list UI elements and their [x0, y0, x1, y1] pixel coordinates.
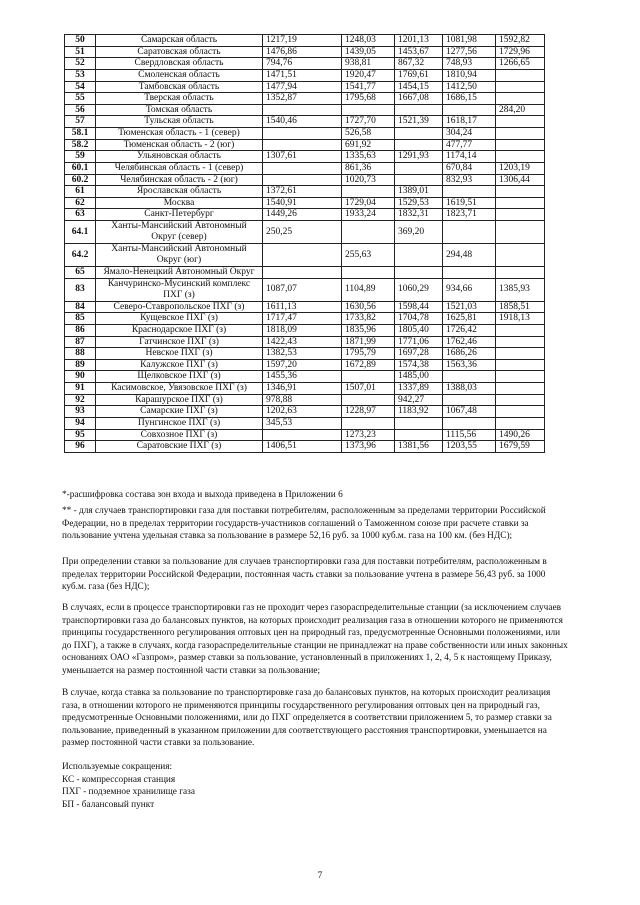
row-number: 54 — [65, 81, 96, 93]
abbreviation-ks: КС - компрессорная станция — [62, 774, 176, 785]
rate-cell — [496, 209, 545, 221]
row-number: 83 — [65, 278, 96, 301]
rate-cell — [496, 336, 545, 348]
region-name: Краснодарское ПХГ (з) — [96, 324, 263, 336]
rate-cell: 1454,15 — [395, 81, 443, 93]
rate-cell: 1920,47 — [342, 69, 395, 81]
rate-cell — [443, 104, 496, 116]
rate-cell — [443, 371, 496, 383]
row-number: 84 — [65, 301, 96, 313]
row-number: 92 — [65, 394, 96, 406]
table-row — [65, 394, 545, 406]
table-row — [65, 58, 545, 70]
table-row — [65, 46, 545, 58]
table-row — [65, 267, 545, 279]
rate-cell — [496, 116, 545, 128]
row-number: 64.1 — [65, 221, 96, 244]
rate-cell: 1228,97 — [342, 406, 395, 418]
rate-cell: 1679,59 — [496, 441, 545, 453]
rate-cell: 794,76 — [263, 58, 342, 70]
row-number: 58.1 — [65, 128, 96, 140]
rate-cell: 1381,56 — [395, 441, 443, 453]
rate-cell: 1918,13 — [496, 313, 545, 325]
row-number: 55 — [65, 93, 96, 105]
region-name: Челябинская область - 1 (север) — [96, 162, 263, 174]
rate-cell: 1507,01 — [342, 383, 395, 395]
rate-cell: 1704,78 — [395, 313, 443, 325]
region-name: Северо-Ставропольское ПХГ (з) — [96, 301, 263, 313]
rate-cell: 1335,63 — [342, 151, 395, 163]
abbreviation-bp: БП - балансовый пункт — [62, 799, 155, 810]
rate-cell: 1382,53 — [263, 348, 342, 360]
rate-cell: 1174,14 — [443, 151, 496, 163]
table-row — [65, 151, 545, 163]
rate-cell: 1477,94 — [263, 81, 342, 93]
row-number: 88 — [65, 348, 96, 360]
rate-cell — [342, 104, 395, 116]
region-name: Тверская область — [96, 93, 263, 105]
page-number: 7 — [317, 871, 323, 881]
table-row — [65, 324, 545, 336]
rate-cell: 1291,93 — [395, 151, 443, 163]
rate-cell: 1592,82 — [496, 35, 545, 47]
region-name: Санкт-Петербург — [96, 209, 263, 221]
rate-cell: 1762,46 — [443, 336, 496, 348]
region-name: Челябинская область - 2 (юг) — [96, 174, 263, 186]
rate-cell: 1455,36 — [263, 371, 342, 383]
rate-cell: 1630,56 — [342, 301, 395, 313]
region-name: Ульяновская область — [96, 151, 263, 163]
rate-cell — [395, 104, 443, 116]
rate-cell: 1412,50 — [443, 81, 496, 93]
rate-cell: 1563,36 — [443, 359, 496, 371]
row-number: 85 — [65, 313, 96, 325]
row-number: 58.2 — [65, 139, 96, 151]
rates-table — [64, 34, 545, 453]
rate-cell — [496, 383, 545, 395]
rate-cell: 1619,51 — [443, 197, 496, 209]
rate-cell: 1771,06 — [395, 336, 443, 348]
rate-cell: 1618,17 — [443, 116, 496, 128]
rate-cell — [342, 221, 395, 244]
row-number: 90 — [65, 371, 96, 383]
rate-cell: 1104,89 — [342, 278, 395, 301]
rate-cell: 1733,82 — [342, 313, 395, 325]
row-number: 62 — [65, 197, 96, 209]
table-row — [65, 197, 545, 209]
rate-cell: 1449,26 — [263, 209, 342, 221]
rate-cell — [395, 128, 443, 140]
table-row — [65, 441, 545, 453]
table-row — [65, 69, 545, 81]
paragraph-gds-exception: В случаях, если в процессе транспортировки газ не проходит через газораспределительные станции (за исключением случаев транспортировки газа до балансовых пунктов, на которых происходит реализация газа в отношении которого не применяются принципы государственного регулирования оптовых цен на природный газ, предусмотренные Основными положениями, или до ПХГ), а также в случаях, когда газораспределительные станции не принадлежат на праве собственности или иных законных основаниях ОАО «Газпром», размер ставки за пользование, установленный в приложениях 1, 2, 4, 5 к настоящему Приказу, уменьшается на размер постоянной части ставки за пользование; — [62, 603, 568, 676]
rate-cell — [342, 417, 395, 429]
rate-cell: 1337,89 — [395, 383, 443, 395]
rate-cell — [443, 394, 496, 406]
rate-cell: 1672,89 — [342, 359, 395, 371]
rate-cell: 1611,13 — [263, 301, 342, 313]
rate-cell: 1521,39 — [395, 116, 443, 128]
rate-cell — [496, 186, 545, 198]
rate-cell: 284,20 — [496, 104, 545, 116]
rate-cell: 1729,04 — [342, 197, 395, 209]
row-number: 91 — [65, 383, 96, 395]
table-row — [65, 162, 545, 174]
rate-cell — [443, 417, 496, 429]
rate-cell: 1810,94 — [443, 69, 496, 81]
rate-cell — [263, 128, 342, 140]
rate-cell: 867,32 — [395, 58, 443, 70]
rate-cell: 1521,03 — [443, 301, 496, 313]
row-number: 60.2 — [65, 174, 96, 186]
region-name: Ханты-Мансийский Автономный Округ (север) — [96, 221, 263, 244]
region-name: Кущевское ПХГ (з) — [96, 313, 263, 325]
rate-cell — [496, 371, 545, 383]
table-row — [65, 429, 545, 441]
rate-cell — [496, 394, 545, 406]
region-name: Касимовское, Увязовское ПХГ (з) — [96, 383, 263, 395]
rate-cell: 748,93 — [443, 58, 496, 70]
rate-cell: 1385,93 — [496, 278, 545, 301]
rate-cell: 1574,38 — [395, 359, 443, 371]
row-number: 89 — [65, 359, 96, 371]
table-row — [65, 359, 545, 371]
row-number: 65 — [65, 267, 96, 279]
rate-cell: 1727,70 — [342, 116, 395, 128]
table-row — [65, 383, 545, 395]
rate-cell: 1203,55 — [443, 441, 496, 453]
rate-cell: 1067,48 — [443, 406, 496, 418]
table-row — [65, 301, 545, 313]
rate-cell: 477,77 — [443, 139, 496, 151]
rate-cell — [263, 162, 342, 174]
rate-cell: 934,66 — [443, 278, 496, 301]
rate-cell: 1597,20 — [263, 359, 342, 371]
rate-cell — [496, 197, 545, 209]
rate-cell: 1346,91 — [263, 383, 342, 395]
table-row — [65, 313, 545, 325]
row-number: 86 — [65, 324, 96, 336]
table-row — [65, 221, 545, 244]
rate-cell: 1439,05 — [342, 46, 395, 58]
rate-cell: 1686,15 — [443, 93, 496, 105]
rate-cell — [263, 429, 342, 441]
rate-cell: 1388,03 — [443, 383, 496, 395]
rate-cell: 1795,79 — [342, 348, 395, 360]
row-number: 95 — [65, 429, 96, 441]
region-name: Канчуринско-Мусинский комплекс ПХГ (з) — [96, 278, 263, 301]
rate-cell: 1871,99 — [342, 336, 395, 348]
rate-cell: 1769,61 — [395, 69, 443, 81]
rate-cell — [395, 139, 443, 151]
row-number: 87 — [65, 336, 96, 348]
rate-cell: 526,58 — [342, 128, 395, 140]
region-name: Ямало-Ненецкий Автономный Округ — [96, 267, 263, 279]
table-row — [65, 244, 545, 267]
table-row — [65, 81, 545, 93]
rate-cell — [342, 394, 395, 406]
rate-cell — [395, 267, 443, 279]
rate-cell: 1060,29 — [395, 278, 443, 301]
region-name: Калужское ПХГ (з) — [96, 359, 263, 371]
rate-cell: 1832,31 — [395, 209, 443, 221]
rate-cell: 1540,91 — [263, 197, 342, 209]
rate-cell: 1490,26 — [496, 429, 545, 441]
region-name: Ярославская область — [96, 186, 263, 198]
rate-cell — [395, 174, 443, 186]
rate-cell — [263, 174, 342, 186]
rate-cell — [395, 162, 443, 174]
paragraph-fixed-part: При определении ставки за пользование для случаев транспортировки газа для поставки потребителям, расположенным в пределах территории Российской Федерации, постоянная часть ставки за пользование учтена в размере 56,43 руб. за 1000 куб.м. газа (без НДС); — [62, 557, 547, 593]
table-row — [65, 371, 545, 383]
rate-cell: 1307,61 — [263, 151, 342, 163]
abbreviations-title: Используемые сокращения: — [62, 762, 173, 772]
paragraph-balance-points: В случае, когда ставка за пользование по транспортировке газа до балансовых пунктов, на которых происходит реализация газа, в отношении которого не применяются принципы государственного регулирования оптовых цен на природный газ, предусмотренные Основными положениями, или до ПХГ определяется в соответствии приложением 5, то размер ставки за пользование, приведенный в указанном приложении для соответствующего расстояния транспортировки, уменьшается на размер постоянной части ставки за пользование. — [62, 688, 552, 749]
rate-cell: 1453,67 — [395, 46, 443, 58]
abbreviations — [62, 761, 570, 811]
abbreviation-phg: ПХГ - подземное хранилище газа — [62, 787, 195, 798]
region-name: Пунгинское ПХГ (з) — [96, 417, 263, 429]
rate-cell: 1201,13 — [395, 35, 443, 47]
rate-cell: 1422,43 — [263, 336, 342, 348]
rate-cell — [496, 324, 545, 336]
rate-cell: 1183,92 — [395, 406, 443, 418]
rate-cell — [443, 221, 496, 244]
rate-cell: 1352,87 — [263, 93, 342, 105]
rate-cell — [443, 186, 496, 198]
rate-cell — [395, 244, 443, 267]
region-name: Саратовские ПХГ (з) — [96, 441, 263, 453]
table-row — [65, 116, 545, 128]
rate-cell — [496, 359, 545, 371]
rate-cell: 1933,24 — [342, 209, 395, 221]
rate-cell — [395, 429, 443, 441]
region-name: Совхозное ПХГ (з) — [96, 429, 263, 441]
rate-cell — [496, 267, 545, 279]
table-row — [65, 348, 545, 360]
rate-cell: 1087,07 — [263, 278, 342, 301]
table-row — [65, 209, 545, 221]
rate-cell — [342, 186, 395, 198]
table-row — [65, 35, 545, 47]
rate-cell: 1081,98 — [443, 35, 496, 47]
table-row — [65, 93, 545, 105]
row-number: 96 — [65, 441, 96, 453]
rate-cell: 1115,56 — [443, 429, 496, 441]
rate-cell: 1823,71 — [443, 209, 496, 221]
region-name: Смоленская область — [96, 69, 263, 81]
region-name: Невское ПХГ (з) — [96, 348, 263, 360]
rate-cell: 1266,65 — [496, 58, 545, 70]
rate-cell: 691,92 — [342, 139, 395, 151]
table-row — [65, 406, 545, 418]
rate-cell — [496, 81, 545, 93]
table-row — [65, 417, 545, 429]
rate-cell: 1373,96 — [342, 441, 395, 453]
region-name: Тюменская область - 1 (север) — [96, 128, 263, 140]
rate-cell: 1795,68 — [342, 93, 395, 105]
region-name: Тюменская область - 2 (юг) — [96, 139, 263, 151]
rate-cell: 1729,96 — [496, 46, 545, 58]
rate-cell: 1248,03 — [342, 35, 395, 47]
region-name: Тульская область — [96, 116, 263, 128]
table-row — [65, 278, 545, 301]
rate-cell: 1726,42 — [443, 324, 496, 336]
rate-cell — [496, 417, 545, 429]
rate-cell: 345,53 — [263, 417, 342, 429]
row-number: 50 — [65, 35, 96, 47]
rate-cell — [496, 151, 545, 163]
rate-cell: 1540,46 — [263, 116, 342, 128]
rate-cell: 1697,28 — [395, 348, 443, 360]
rate-cell: 1485,00 — [395, 371, 443, 383]
rate-cell — [496, 69, 545, 81]
rate-cell: 1372,61 — [263, 186, 342, 198]
row-number: 61 — [65, 186, 96, 198]
rate-cell: 1858,51 — [496, 301, 545, 313]
rate-cell: 1406,51 — [263, 441, 342, 453]
rate-cell — [395, 417, 443, 429]
footnote-zones: *-расшифровка состава зон входа и выхода приведена в Приложении 6 — [62, 490, 343, 500]
row-number: 63 — [65, 209, 96, 221]
region-name: Томская область — [96, 104, 263, 116]
rate-cell — [263, 139, 342, 151]
region-name: Самарские ПХГ (з) — [96, 406, 263, 418]
row-number: 57 — [65, 116, 96, 128]
rate-cell: 670,84 — [443, 162, 496, 174]
region-name: Самарская область — [96, 35, 263, 47]
row-number: 56 — [65, 104, 96, 116]
region-name: Щелковское ПХГ (з) — [96, 371, 263, 383]
table-row — [65, 128, 545, 140]
region-name: Ханты-Мансийский Автономный Округ (юг) — [96, 244, 263, 267]
rate-cell — [496, 348, 545, 360]
rate-cell — [263, 104, 342, 116]
rate-cell: 978,88 — [263, 394, 342, 406]
region-name: Гатчинское ПХГ (з) — [96, 336, 263, 348]
rate-cell: 1717,47 — [263, 313, 342, 325]
rate-cell: 1471,51 — [263, 69, 342, 81]
region-name: Тамбовская область — [96, 81, 263, 93]
rate-cell — [496, 93, 545, 105]
footnote-customs-union: ** - для случаев транспортировки газа для поставки потребителям, расположенным за пределами территории Российской Федерации, но в пределах территории государств-участников соглашений о Таможенном союзе при расчете ставки за пользование учтена удельная ставка за пользование в размере 52,16 руб. за 1000 куб.м. газа на 100 км. (без НДС); — [62, 506, 546, 542]
region-name: Москва — [96, 197, 263, 209]
rate-cell — [342, 371, 395, 383]
row-number: 59 — [65, 151, 96, 163]
row-number: 94 — [65, 417, 96, 429]
region-name: Саратовская область — [96, 46, 263, 58]
rate-cell: 942,27 — [395, 394, 443, 406]
row-number: 51 — [65, 46, 96, 58]
rate-cell: 1686,26 — [443, 348, 496, 360]
rate-cell — [263, 244, 342, 267]
rate-cell: 1541,77 — [342, 81, 395, 93]
rate-cell: 1202,63 — [263, 406, 342, 418]
rate-cell: 861,36 — [342, 162, 395, 174]
table-row — [65, 336, 545, 348]
rate-cell: 1217,19 — [263, 35, 342, 47]
rate-cell: 1273,23 — [342, 429, 395, 441]
rate-cell: 250,25 — [263, 221, 342, 244]
rate-cell: 1277,56 — [443, 46, 496, 58]
table-row — [65, 174, 545, 186]
rate-cell: 1020,73 — [342, 174, 395, 186]
row-number: 93 — [65, 406, 96, 418]
table-row — [65, 104, 545, 116]
rate-cell: 1203,19 — [496, 162, 545, 174]
rate-cell — [263, 267, 342, 279]
rate-cell: 1818,09 — [263, 324, 342, 336]
rate-cell: 1667,08 — [395, 93, 443, 105]
rate-cell: 938,81 — [342, 58, 395, 70]
row-number: 52 — [65, 58, 96, 70]
row-number: 64.2 — [65, 244, 96, 267]
rate-cell: 1306,44 — [496, 174, 545, 186]
rate-cell: 1805,40 — [395, 324, 443, 336]
region-name: Карашурское ПХГ (з) — [96, 394, 263, 406]
rate-cell: 304,24 — [443, 128, 496, 140]
rate-cell — [342, 267, 395, 279]
rate-cell: 1835,96 — [342, 324, 395, 336]
rate-cell: 1476,86 — [263, 46, 342, 58]
rate-cell: 255,63 — [342, 244, 395, 267]
rate-cell: 369,20 — [395, 221, 443, 244]
rate-cell — [496, 244, 545, 267]
rate-cell — [496, 128, 545, 140]
rate-cell: 1598,44 — [395, 301, 443, 313]
rate-cell — [443, 267, 496, 279]
row-number: 60.1 — [65, 162, 96, 174]
row-number: 53 — [65, 69, 96, 81]
rate-cell — [496, 139, 545, 151]
table-row — [65, 139, 545, 151]
rate-cell: 294,48 — [443, 244, 496, 267]
region-name: Свердловская область — [96, 58, 263, 70]
rate-cell — [496, 221, 545, 244]
rate-cell: 832,93 — [443, 174, 496, 186]
rate-cell: 1389,01 — [395, 186, 443, 198]
rate-cell: 1625,81 — [443, 313, 496, 325]
table-row — [65, 186, 545, 198]
rate-cell: 1529,53 — [395, 197, 443, 209]
rate-cell — [496, 406, 545, 418]
